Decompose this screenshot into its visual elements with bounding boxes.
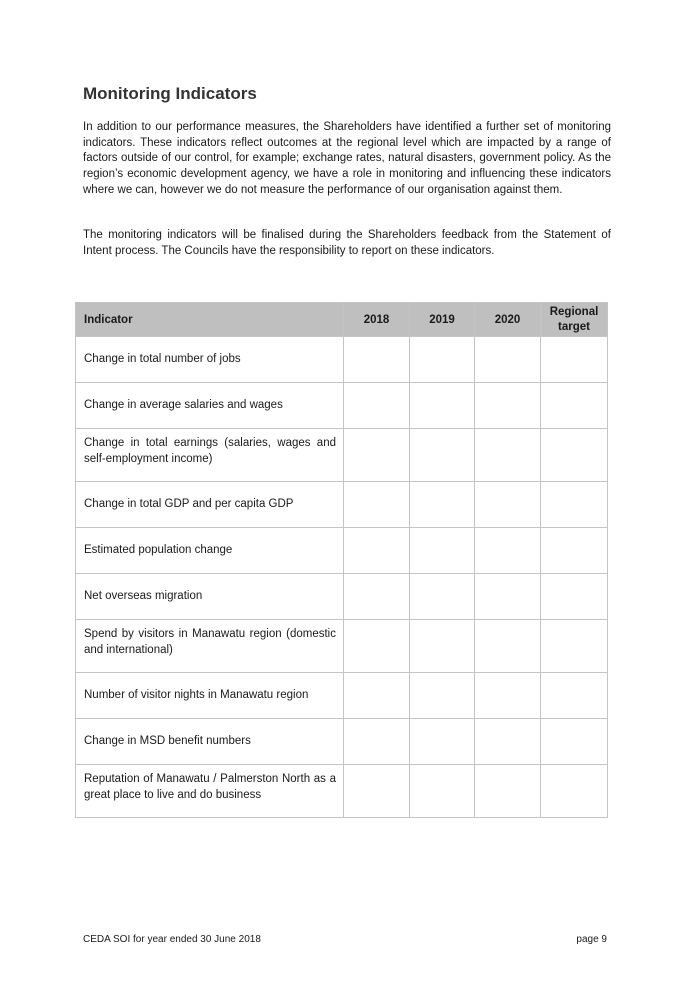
indicator-cell: Estimated population change (76, 528, 344, 574)
value-cell-2019 (410, 574, 475, 620)
value-cell-2018 (344, 482, 410, 528)
table-row (76, 337, 608, 383)
table-row (76, 574, 608, 620)
value-cell-2020 (475, 337, 541, 383)
value-cell-target (541, 719, 608, 765)
value-cell-target (541, 574, 608, 620)
footer-page-number: page 9 (576, 934, 607, 945)
table-header-row (76, 303, 608, 337)
table-row (76, 620, 608, 673)
finalisation-paragraph: The monitoring indicators will be finalised during the Shareholders feedback from the Statement of Intent process. The Councils have the responsibility to report on these indicators. (83, 229, 611, 257)
header-2020: 2020 (475, 303, 541, 337)
value-cell-target (541, 528, 608, 574)
indicator-cell: Change in average salaries and wages (76, 383, 344, 429)
value-cell-2020 (475, 574, 541, 620)
indicators-table (75, 302, 608, 818)
table-row (76, 719, 608, 765)
header-2018: 2018 (344, 303, 410, 337)
value-cell-2020 (475, 383, 541, 429)
value-cell-2019 (410, 673, 475, 719)
value-cell-2018 (344, 429, 410, 482)
footer-document-title: CEDA SOI for year ended 30 June 2018 (83, 934, 261, 945)
table-row (76, 673, 608, 719)
indicator-cell: Reputation of Manawatu / Palmerston North as a great place to live and do business (76, 765, 344, 818)
indicator-cell: Change in MSD benefit numbers (76, 719, 344, 765)
value-cell-2018 (344, 528, 410, 574)
value-cell-2018 (344, 673, 410, 719)
table-row (76, 482, 608, 528)
value-cell-2018 (344, 337, 410, 383)
value-cell-2020 (475, 482, 541, 528)
indicator-cell: Net overseas migration (76, 574, 344, 620)
table-row (76, 429, 608, 482)
value-cell-2018 (344, 383, 410, 429)
value-cell-2020 (475, 719, 541, 765)
value-cell-2020 (475, 673, 541, 719)
indicator-cell: Number of visitor nights in Manawatu region (76, 673, 344, 719)
header-regional-target: Regional target (541, 303, 608, 337)
indicator-cell: Change in total number of jobs (76, 337, 344, 383)
value-cell-2018 (344, 574, 410, 620)
intro-paragraph: In addition to our performance measures, the Shareholders have identified a further set of monitoring indicators. These indicators reflect outcomes at the regional level which are impacted by a range of factors outside of our control, for example; exchange rates, natural disasters, government policy. As the region’s economic development agency, we have a role in monitoring and influencing these indicators where we can, however we do not measure the performance of our organisation against them. (83, 121, 611, 196)
value-cell-2019 (410, 482, 475, 528)
header-2019: 2019 (410, 303, 475, 337)
value-cell-target (541, 620, 608, 673)
value-cell-2019 (410, 429, 475, 482)
table-row (76, 765, 608, 818)
value-cell-target (541, 429, 608, 482)
value-cell-target (541, 482, 608, 528)
indicator-cell: Change in total GDP and per capita GDP (76, 482, 344, 528)
indicator-cell: Spend by visitors in Manawatu region (domestic and international) (76, 620, 344, 673)
value-cell-2019 (410, 337, 475, 383)
value-cell-2020 (475, 765, 541, 818)
value-cell-target (541, 765, 608, 818)
header-indicator: Indicator (76, 303, 344, 337)
value-cell-2019 (410, 383, 475, 429)
value-cell-2020 (475, 429, 541, 482)
table-row (76, 383, 608, 429)
value-cell-2019 (410, 528, 475, 574)
indicator-cell: Change in total earnings (salaries, wages and self-employment income) (76, 429, 344, 482)
value-cell-target (541, 673, 608, 719)
value-cell-target (541, 337, 608, 383)
value-cell-2018 (344, 620, 410, 673)
value-cell-2019 (410, 719, 475, 765)
value-cell-2019 (410, 765, 475, 818)
section-heading: Monitoring Indicators (83, 84, 257, 103)
value-cell-2020 (475, 528, 541, 574)
table-row (76, 528, 608, 574)
value-cell-2019 (410, 620, 475, 673)
value-cell-2020 (475, 620, 541, 673)
value-cell-2018 (344, 719, 410, 765)
value-cell-target (541, 383, 608, 429)
value-cell-2018 (344, 765, 410, 818)
